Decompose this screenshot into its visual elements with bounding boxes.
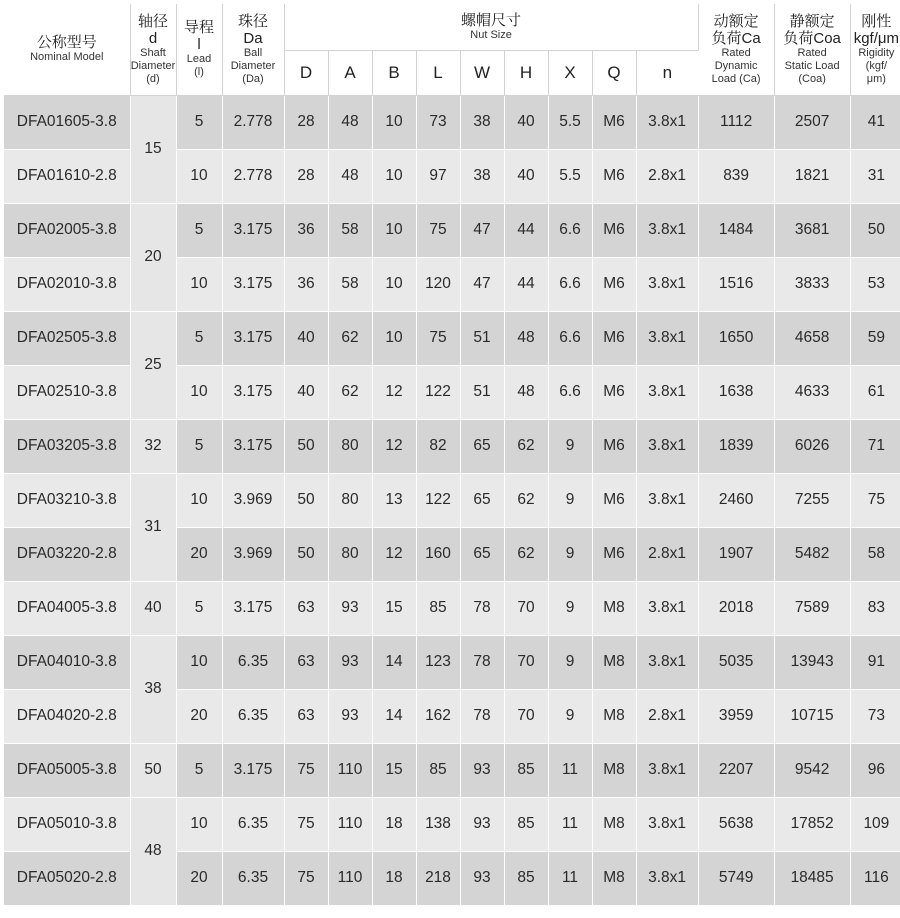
ball-diameter-cell: 3.175	[222, 743, 284, 797]
lead-cell: 5	[176, 203, 222, 257]
ball-diameter-cell: 6.35	[222, 635, 284, 689]
model-cell: DFA04020-2.8	[4, 689, 130, 743]
static-load-cell: 4633	[774, 365, 850, 419]
w-cell: 51	[460, 311, 504, 365]
b-cell: 12	[372, 365, 416, 419]
lead-cell: 10	[176, 149, 222, 203]
model-cell: DFA04005-3.8	[4, 581, 130, 635]
a-cell: 48	[328, 95, 372, 149]
h-cell: 48	[504, 365, 548, 419]
w-cell: 47	[460, 203, 504, 257]
l-cell: 218	[416, 851, 460, 905]
w-cell: 93	[460, 743, 504, 797]
shaft-diameter-cell: 20	[130, 203, 176, 311]
d-cell: 63	[284, 581, 328, 635]
d-cell: 40	[284, 365, 328, 419]
table-row	[4, 419, 900, 473]
a-cell: 48	[328, 149, 372, 203]
l-cell: 162	[416, 689, 460, 743]
model-cell: DFA02005-3.8	[4, 203, 130, 257]
table-row	[4, 95, 900, 149]
shaft-header: 轴径 d Shaft Diameter (d)	[130, 4, 176, 95]
q-cell: M6	[592, 473, 636, 527]
ball-diameter-cell: 2.778	[222, 95, 284, 149]
x-cell: 9	[548, 473, 592, 527]
a-cell: 93	[328, 689, 372, 743]
model-cell: DFA01610-2.8	[4, 149, 130, 203]
dynamic-load-cell: 2460	[698, 473, 774, 527]
x-cell: 5.5	[548, 149, 592, 203]
x-cell: 9	[548, 527, 592, 581]
a-cell: 80	[328, 473, 372, 527]
lead-cell: 5	[176, 581, 222, 635]
n-cell: 3.8x1	[636, 311, 698, 365]
dynamic-load-cell: 5035	[698, 635, 774, 689]
shaft-diameter-cell: 31	[130, 473, 176, 581]
n-cell: 2.8x1	[636, 149, 698, 203]
static-load-cell: 6026	[774, 419, 850, 473]
a-cell: 110	[328, 797, 372, 851]
b-cell: 10	[372, 149, 416, 203]
l-cell: 120	[416, 257, 460, 311]
n-cell: 3.8x1	[636, 635, 698, 689]
a-cell: 58	[328, 257, 372, 311]
q-cell: M8	[592, 797, 636, 851]
h-cell: 62	[504, 419, 548, 473]
b-cell: 14	[372, 689, 416, 743]
n-cell: 3.8x1	[636, 797, 698, 851]
q-cell: M6	[592, 257, 636, 311]
static-load-cell: 10715	[774, 689, 850, 743]
static-load-header: 静额定 负荷Coa Rated Static Load (Coa)	[774, 4, 850, 95]
h-cell: 48	[504, 311, 548, 365]
d-cell: 63	[284, 689, 328, 743]
a-cell: 110	[328, 743, 372, 797]
rigidity-cell: 59	[850, 311, 900, 365]
nut-col-header: B	[372, 50, 416, 95]
q-cell: M6	[592, 149, 636, 203]
lead-cell: 20	[176, 689, 222, 743]
nut-col-header: W	[460, 50, 504, 95]
d-cell: 40	[284, 311, 328, 365]
rigidity-cell: 91	[850, 635, 900, 689]
b-cell: 15	[372, 581, 416, 635]
w-cell: 78	[460, 581, 504, 635]
static-load-cell: 4658	[774, 311, 850, 365]
shaft-diameter-cell: 32	[130, 419, 176, 473]
spec-table-body	[4, 95, 900, 905]
model-cell: DFA02505-3.8	[4, 311, 130, 365]
shaft-diameter-cell: 25	[130, 311, 176, 419]
table-row	[4, 311, 900, 365]
x-cell: 9	[548, 689, 592, 743]
b-cell: 18	[372, 797, 416, 851]
lead-cell: 20	[176, 527, 222, 581]
dynamic-load-header: 动额定 负荷Ca Rated Dynamic Load (Ca)	[698, 4, 774, 95]
x-cell: 11	[548, 851, 592, 905]
static-load-cell: 7255	[774, 473, 850, 527]
dynamic-load-cell: 1839	[698, 419, 774, 473]
l-cell: 85	[416, 581, 460, 635]
n-cell: 3.8x1	[636, 473, 698, 527]
dynamic-load-cell: 1516	[698, 257, 774, 311]
dynamic-load-cell: 839	[698, 149, 774, 203]
l-cell: 75	[416, 311, 460, 365]
dynamic-load-cell: 1112	[698, 95, 774, 149]
n-cell: 2.8x1	[636, 527, 698, 581]
model-cell: DFA05010-3.8	[4, 797, 130, 851]
rigidity-cell: 83	[850, 581, 900, 635]
static-load-cell: 13943	[774, 635, 850, 689]
l-cell: 97	[416, 149, 460, 203]
d-cell: 75	[284, 797, 328, 851]
h-cell: 70	[504, 635, 548, 689]
model-cell: DFA03210-3.8	[4, 473, 130, 527]
w-cell: 65	[460, 473, 504, 527]
b-cell: 12	[372, 419, 416, 473]
w-cell: 93	[460, 797, 504, 851]
l-cell: 73	[416, 95, 460, 149]
nut-col-header: A	[328, 50, 372, 95]
ball-diameter-cell: 2.778	[222, 149, 284, 203]
model-cell: DFA04010-3.8	[4, 635, 130, 689]
h-cell: 44	[504, 203, 548, 257]
x-cell: 5.5	[548, 95, 592, 149]
h-cell: 44	[504, 257, 548, 311]
lead-cell: 5	[176, 311, 222, 365]
model-header: 公称型号 Nominal Model	[4, 4, 130, 95]
ball-diameter-cell: 3.175	[222, 419, 284, 473]
d-cell: 36	[284, 203, 328, 257]
table-row	[4, 797, 900, 851]
model-cell: DFA05020-2.8	[4, 851, 130, 905]
static-load-cell: 17852	[774, 797, 850, 851]
spec-table	[4, 4, 900, 906]
q-cell: M8	[592, 851, 636, 905]
lead-cell: 5	[176, 95, 222, 149]
x-cell: 9	[548, 635, 592, 689]
dynamic-load-cell: 1650	[698, 311, 774, 365]
w-cell: 47	[460, 257, 504, 311]
nut-col-header: Q	[592, 50, 636, 95]
a-cell: 58	[328, 203, 372, 257]
h-cell: 62	[504, 527, 548, 581]
static-load-cell: 2507	[774, 95, 850, 149]
a-cell: 62	[328, 311, 372, 365]
q-cell: M8	[592, 581, 636, 635]
ball-diameter-cell: 6.35	[222, 689, 284, 743]
rigidity-header: 刚性 kgf/μm Rigidity (kgf/ μm)	[850, 4, 900, 95]
h-cell: 70	[504, 581, 548, 635]
nut-col-header: H	[504, 50, 548, 95]
x-cell: 11	[548, 797, 592, 851]
shaft-diameter-cell: 48	[130, 797, 176, 905]
lead-cell: 5	[176, 419, 222, 473]
static-load-cell: 5482	[774, 527, 850, 581]
b-cell: 14	[372, 635, 416, 689]
l-cell: 85	[416, 743, 460, 797]
ball-diameter-cell: 3.969	[222, 527, 284, 581]
rigidity-cell: 53	[850, 257, 900, 311]
q-cell: M6	[592, 95, 636, 149]
a-cell: 93	[328, 635, 372, 689]
w-cell: 38	[460, 95, 504, 149]
l-cell: 123	[416, 635, 460, 689]
shaft-diameter-cell: 15	[130, 95, 176, 203]
lead-cell: 10	[176, 257, 222, 311]
w-cell: 93	[460, 851, 504, 905]
b-cell: 15	[372, 743, 416, 797]
l-cell: 75	[416, 203, 460, 257]
rigidity-cell: 61	[850, 365, 900, 419]
ball-header: 珠径 Da Ball Diameter (Da)	[222, 4, 284, 95]
l-cell: 122	[416, 473, 460, 527]
n-cell: 3.8x1	[636, 419, 698, 473]
ball-diameter-cell: 3.175	[222, 311, 284, 365]
h-cell: 62	[504, 473, 548, 527]
model-cell: DFA05005-3.8	[4, 743, 130, 797]
lead-cell: 10	[176, 365, 222, 419]
static-load-cell: 18485	[774, 851, 850, 905]
a-cell: 62	[328, 365, 372, 419]
n-cell: 2.8x1	[636, 689, 698, 743]
l-cell: 82	[416, 419, 460, 473]
d-cell: 36	[284, 257, 328, 311]
nut-col-header: X	[548, 50, 592, 95]
rigidity-cell: 58	[850, 527, 900, 581]
l-cell: 160	[416, 527, 460, 581]
x-cell: 6.6	[548, 203, 592, 257]
n-cell: 3.8x1	[636, 95, 698, 149]
lead-header: 导程 l Lead (l)	[176, 4, 222, 95]
ball-diameter-cell: 3.175	[222, 365, 284, 419]
ball-diameter-cell: 3.969	[222, 473, 284, 527]
model-cell: DFA03220-2.8	[4, 527, 130, 581]
b-cell: 10	[372, 311, 416, 365]
d-cell: 75	[284, 851, 328, 905]
rigidity-cell: 116	[850, 851, 900, 905]
rigidity-cell: 75	[850, 473, 900, 527]
a-cell: 93	[328, 581, 372, 635]
rigidity-cell: 41	[850, 95, 900, 149]
n-cell: 3.8x1	[636, 365, 698, 419]
static-load-cell: 3681	[774, 203, 850, 257]
ball-diameter-cell: 3.175	[222, 203, 284, 257]
l-cell: 122	[416, 365, 460, 419]
d-cell: 28	[284, 95, 328, 149]
table-row	[4, 635, 900, 689]
static-load-cell: 7589	[774, 581, 850, 635]
h-cell: 85	[504, 851, 548, 905]
n-cell: 3.8x1	[636, 851, 698, 905]
h-cell: 40	[504, 95, 548, 149]
nut-col-header: L	[416, 50, 460, 95]
dynamic-load-cell: 2018	[698, 581, 774, 635]
table-row	[4, 473, 900, 527]
x-cell: 9	[548, 581, 592, 635]
x-cell: 9	[548, 419, 592, 473]
rigidity-cell: 96	[850, 743, 900, 797]
shaft-diameter-cell: 38	[130, 635, 176, 743]
n-cell: 3.8x1	[636, 257, 698, 311]
dynamic-load-cell: 1638	[698, 365, 774, 419]
ball-diameter-cell: 6.35	[222, 797, 284, 851]
l-cell: 138	[416, 797, 460, 851]
shaft-diameter-cell: 40	[130, 581, 176, 635]
d-cell: 50	[284, 473, 328, 527]
model-cell: DFA01605-3.8	[4, 95, 130, 149]
q-cell: M8	[592, 635, 636, 689]
b-cell: 10	[372, 203, 416, 257]
static-load-cell: 3833	[774, 257, 850, 311]
rigidity-cell: 31	[850, 149, 900, 203]
d-cell: 63	[284, 635, 328, 689]
table-row	[4, 203, 900, 257]
a-cell: 110	[328, 851, 372, 905]
h-cell: 85	[504, 743, 548, 797]
q-cell: M8	[592, 743, 636, 797]
static-load-cell: 9542	[774, 743, 850, 797]
w-cell: 38	[460, 149, 504, 203]
nut-size-header: 螺帽尺寸 Nut Size	[284, 4, 698, 50]
w-cell: 78	[460, 635, 504, 689]
ball-diameter-cell: 3.175	[222, 581, 284, 635]
lead-cell: 10	[176, 635, 222, 689]
d-cell: 28	[284, 149, 328, 203]
dynamic-load-cell: 5749	[698, 851, 774, 905]
x-cell: 6.6	[548, 365, 592, 419]
q-cell: M6	[592, 203, 636, 257]
x-cell: 6.6	[548, 311, 592, 365]
nut-col-header: n	[636, 50, 698, 95]
ball-diameter-cell: 3.175	[222, 257, 284, 311]
b-cell: 12	[372, 527, 416, 581]
h-cell: 85	[504, 797, 548, 851]
dynamic-load-cell: 3959	[698, 689, 774, 743]
b-cell: 10	[372, 95, 416, 149]
static-load-cell: 1821	[774, 149, 850, 203]
lead-cell: 10	[176, 473, 222, 527]
shaft-diameter-cell: 50	[130, 743, 176, 797]
rigidity-cell: 109	[850, 797, 900, 851]
d-cell: 75	[284, 743, 328, 797]
h-cell: 70	[504, 689, 548, 743]
w-cell: 51	[460, 365, 504, 419]
dynamic-load-cell: 5638	[698, 797, 774, 851]
nut-col-header: D	[284, 50, 328, 95]
table-row	[4, 743, 900, 797]
w-cell: 65	[460, 527, 504, 581]
table-row	[4, 581, 900, 635]
n-cell: 3.8x1	[636, 743, 698, 797]
x-cell: 11	[548, 743, 592, 797]
q-cell: M6	[592, 527, 636, 581]
model-cell: DFA03205-3.8	[4, 419, 130, 473]
dynamic-load-cell: 1484	[698, 203, 774, 257]
a-cell: 80	[328, 419, 372, 473]
d-cell: 50	[284, 527, 328, 581]
n-cell: 3.8x1	[636, 581, 698, 635]
x-cell: 6.6	[548, 257, 592, 311]
lead-cell: 5	[176, 743, 222, 797]
rigidity-cell: 71	[850, 419, 900, 473]
a-cell: 80	[328, 527, 372, 581]
q-cell: M8	[592, 689, 636, 743]
model-cell: DFA02510-3.8	[4, 365, 130, 419]
q-cell: M6	[592, 419, 636, 473]
h-cell: 40	[504, 149, 548, 203]
b-cell: 13	[372, 473, 416, 527]
rigidity-cell: 50	[850, 203, 900, 257]
n-cell: 3.8x1	[636, 203, 698, 257]
w-cell: 65	[460, 419, 504, 473]
d-cell: 50	[284, 419, 328, 473]
dynamic-load-cell: 1907	[698, 527, 774, 581]
w-cell: 78	[460, 689, 504, 743]
q-cell: M6	[592, 311, 636, 365]
b-cell: 18	[372, 851, 416, 905]
q-cell: M6	[592, 365, 636, 419]
model-cell: DFA02010-3.8	[4, 257, 130, 311]
ball-diameter-cell: 6.35	[222, 851, 284, 905]
lead-cell: 20	[176, 851, 222, 905]
lead-cell: 10	[176, 797, 222, 851]
b-cell: 10	[372, 257, 416, 311]
rigidity-cell: 73	[850, 689, 900, 743]
dynamic-load-cell: 2207	[698, 743, 774, 797]
